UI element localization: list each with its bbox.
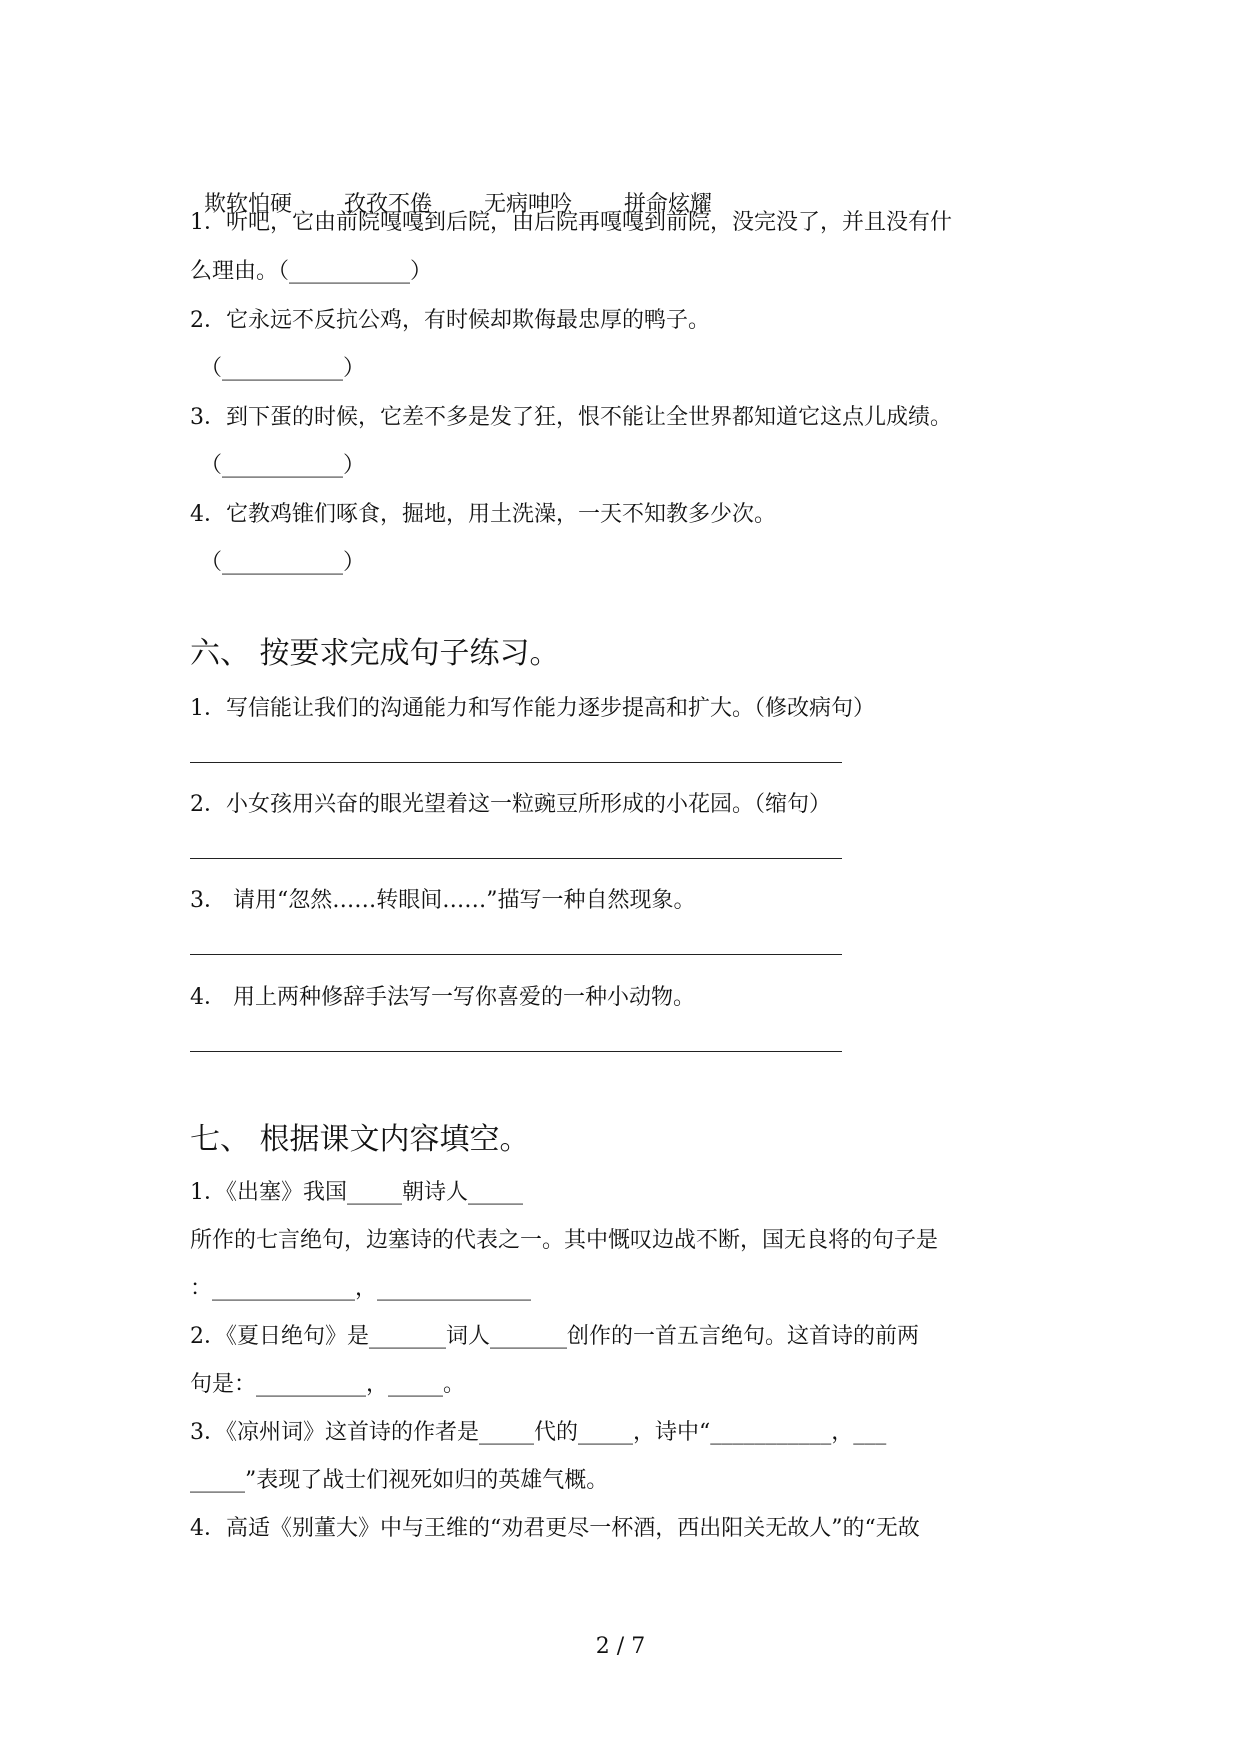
s7-q4-line1: 4．高适《别董大》中与王维的“劝君更尽一杯酒，西出阳关无故人”的“无故 [190,1516,920,1541]
s7-q3-line2: _____”表现了战士们视死如归的英雄气概。 [190,1468,609,1493]
s5-q1-line2: 么理由。（___________） [190,259,433,284]
s5-q2-line1: 2．它永远不反抗公鸡，有时候却欺侮最忠厚的鸭子。 [190,308,710,333]
s6-q3-answer-line[interactable] [190,954,842,955]
s5-q2-answer-blank[interactable]: （___________） [200,356,366,381]
s7-q1-line3: ：_____________，______________ [190,1276,532,1301]
s5-q4-answer-blank[interactable]: （___________） [200,550,366,575]
s6-q1: 1．写信能让我们的沟通能力和写作能力逐步提高和扩大。（修改病句） [190,696,875,721]
s7-q2-line2: 句是：__________，_____。 [190,1372,466,1397]
s7-q3-line1: 3．《凉州词》这首诗的作者是_____代的_____，诗中“___________，___ [190,1420,887,1445]
s7-q2-line1: 2．《夏日绝句》是_______词人_______创作的一首五言绝句。这首诗的前两 [190,1324,919,1349]
s5-q1-line1: 1．听吧，它由前院嘎嘎到后院，由后院再嘎嘎到前院，没完没了，并且没有什 [190,210,952,235]
section-7-title: 七、 根据课文内容填空。 [190,1122,530,1157]
word-option: 孜孜不倦 [344,192,433,217]
page-number: 2 / 7 [595,1634,646,1659]
s6-q4: 4． 用上两种修辞手法写一写你喜爱的一种小动物。 [190,985,695,1010]
s6-q2-answer-line[interactable] [190,858,842,859]
s6-q1-answer-line[interactable] [190,762,842,763]
word-option: 欺软怕硬 [204,192,293,217]
s7-q1-line1: 1．《出塞》我国_____朝诗人_____ [190,1180,523,1205]
s5-q4-line1: 4．它教鸡锥们啄食，掘地，用土洗澡，一天不知教多少次。 [190,502,776,527]
s7-q1-line2: 所作的七言绝句，边塞诗的代表之一。其中慨叹边战不断，国无良将的句子是 [190,1228,939,1253]
s6-q4-answer-line[interactable] [190,1051,842,1052]
word-option: 拼命炫耀 [624,192,713,217]
s5-q3-answer-blank[interactable]: （___________） [200,453,366,478]
s5-q3-line1: 3．到下蛋的时候，它差不多是发了狂，恨不能让全世界都知道它这点儿成绩。 [190,405,952,430]
s6-q3: 3． 请用“忽然……转眼间……”描写一种自然现象。 [190,888,696,913]
section-6-title: 六、 按要求完成句子练习。 [190,636,560,671]
s6-q2: 2．小女孩用兴奋的眼光望着这一粒豌豆所形成的小花园。（缩句） [190,792,831,817]
word-option: 无病呻吟 [484,192,573,217]
